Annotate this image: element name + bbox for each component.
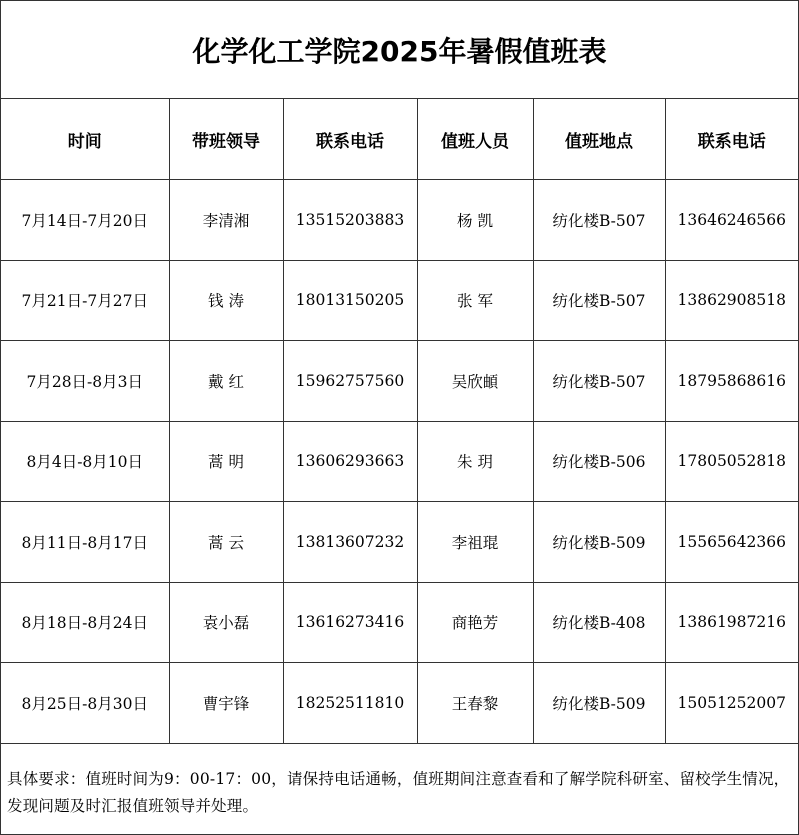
table-row xyxy=(1,421,798,502)
cell-period: 8月18日-8月24日 xyxy=(1,582,169,663)
table-row xyxy=(1,663,798,744)
cell-staff-phone: 13646246566 xyxy=(665,180,798,261)
cell-location: 纺化楼B-509 xyxy=(533,663,665,744)
cell-leader: 戴 红 xyxy=(169,341,283,422)
cell-period: 8月4日-8月10日 xyxy=(1,421,169,502)
cell-staff-phone: 17805052818 xyxy=(665,421,798,502)
table-row xyxy=(1,341,798,422)
header-leader-phone: 联系电话 xyxy=(283,99,417,180)
table-header-row xyxy=(1,99,798,180)
cell-location: 纺化楼B-507 xyxy=(533,341,665,422)
duty-table xyxy=(1,99,798,744)
header-leader: 带班领导 xyxy=(169,99,283,180)
page-title: 化学化工学院2025年暑假值班表 xyxy=(1,1,798,99)
cell-leader: 蒿 明 xyxy=(169,421,283,502)
header-location: 值班地点 xyxy=(533,99,665,180)
cell-staff: 商艳芳 xyxy=(417,582,533,663)
cell-staff: 朱 玥 xyxy=(417,421,533,502)
header-time: 时间 xyxy=(1,99,169,180)
cell-staff-phone: 13862908518 xyxy=(665,260,798,341)
cell-leader-phone: 15962757560 xyxy=(283,341,417,422)
cell-staff-phone: 15565642366 xyxy=(665,502,798,583)
cell-leader-phone: 13813607232 xyxy=(283,502,417,583)
cell-leader: 蒿 云 xyxy=(169,502,283,583)
cell-leader-phone: 18252511810 xyxy=(283,663,417,744)
cell-period: 8月11日-8月17日 xyxy=(1,502,169,583)
cell-staff: 张 军 xyxy=(417,260,533,341)
table-row xyxy=(1,260,798,341)
cell-staff: 王春黎 xyxy=(417,663,533,744)
cell-leader: 钱 涛 xyxy=(169,260,283,341)
cell-location: 纺化楼B-509 xyxy=(533,502,665,583)
cell-period: 8月25日-8月30日 xyxy=(1,663,169,744)
cell-leader: 袁小磊 xyxy=(169,582,283,663)
cell-location: 纺化楼B-408 xyxy=(533,582,665,663)
cell-staff: 吴欣頔 xyxy=(417,341,533,422)
cell-staff-phone: 15051252007 xyxy=(665,663,798,744)
cell-leader-phone: 13515203883 xyxy=(283,180,417,261)
cell-period: 7月21日-7月27日 xyxy=(1,260,169,341)
cell-leader-phone: 18013150205 xyxy=(283,260,417,341)
cell-location: 纺化楼B-507 xyxy=(533,180,665,261)
cell-staff-phone: 13861987216 xyxy=(665,582,798,663)
cell-period: 7月28日-8月3日 xyxy=(1,341,169,422)
cell-leader-phone: 13616273416 xyxy=(283,582,417,663)
table-row xyxy=(1,582,798,663)
cell-location: 纺化楼B-506 xyxy=(533,421,665,502)
cell-staff-phone: 18795868616 xyxy=(665,341,798,422)
cell-leader: 曹宇锋 xyxy=(169,663,283,744)
cell-leader-phone: 13606293663 xyxy=(283,421,417,502)
cell-leader: 李清湘 xyxy=(169,180,283,261)
table-row xyxy=(1,180,798,261)
cell-staff: 李祖琨 xyxy=(417,502,533,583)
cell-location: 纺化楼B-507 xyxy=(533,260,665,341)
table-row xyxy=(1,502,798,583)
cell-staff: 杨 凯 xyxy=(417,180,533,261)
cell-period: 7月14日-7月20日 xyxy=(1,180,169,261)
header-staff: 值班人员 xyxy=(417,99,533,180)
header-staff-phone: 联系电话 xyxy=(665,99,798,180)
duty-requirements-note: 具体要求：值班时间为9：00-17：00，请保持电话通畅，值班期间注意查看和了解学院科研室、留校学生情况，发现问题及时汇报值班领导并处理。 xyxy=(7,770,790,815)
